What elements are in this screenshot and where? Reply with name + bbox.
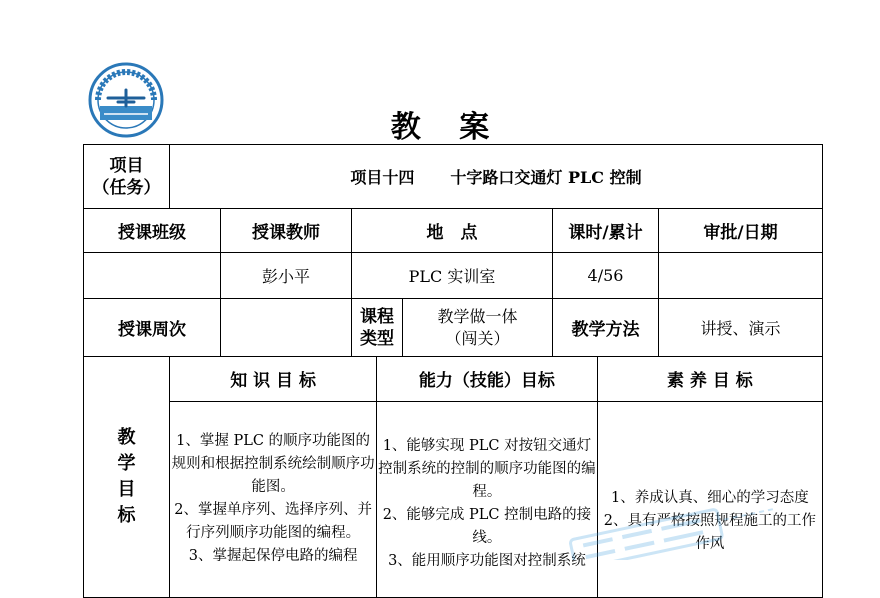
objectives-label: 教 学 目 标 <box>84 357 170 598</box>
course-type-label: 课程 类型 <box>352 299 403 357</box>
teacher-header: 授课教师 <box>221 209 352 253</box>
list-item: 2、具有严格按照规程施工的工作作风 <box>603 512 816 552</box>
list-item: 3、掌握起保停电路的编程 <box>188 548 358 565</box>
approval-header: 审批/日期 <box>659 209 823 253</box>
list-item: 1、掌握 PLC 的顺序功能图的规则和根据控制系统绘制顺序功能图。 <box>171 433 375 496</box>
teaching-method-value: 讲授、演示 <box>659 299 823 357</box>
teaching-method-label: 教学方法 <box>553 299 659 357</box>
list-item: 1、养成认真、细心的学习态度 <box>610 489 809 506</box>
week-header: 授课周次 <box>84 299 221 357</box>
ability-header: 能力（技能）目标 <box>377 357 598 401</box>
list-item: 2、掌握单序列、选择序列、并行序列顺序功能图的编程。 <box>174 502 372 542</box>
hours-value: 4/56 <box>553 253 659 299</box>
week-value <box>221 299 352 357</box>
knowledge-header: 知 识 目 标 <box>170 357 377 401</box>
watermark-icon <box>560 500 790 560</box>
list-item: 2、能够完成 PLC 控制电路的接线。 <box>382 507 592 547</box>
class-value <box>84 253 221 299</box>
ability-list <box>377 401 598 597</box>
list-item: 3、能用顺序功能图对控制系统 <box>388 553 586 570</box>
quality-header: 素 养 目 标 <box>597 357 822 401</box>
teacher-value: 彭小平 <box>221 253 352 299</box>
class-header: 授课班级 <box>84 209 221 253</box>
project-title: 项目十四 十字路口交通灯 PLC 控制 <box>170 145 823 209</box>
hours-header: 课时/累计 <box>553 209 659 253</box>
objectives-table <box>170 357 822 597</box>
place-header: 地 点 <box>352 209 553 253</box>
document-title: 教 案 <box>390 110 504 145</box>
objectives-cell <box>170 357 823 598</box>
place-value: PLC 实训室 <box>352 253 553 299</box>
approval-value <box>659 253 823 299</box>
course-type-value: 教学做一体 （闯关） <box>403 299 553 357</box>
list-item: 1、能够实现 PLC 对按钮交通灯控制系统的控制的顺序功能图的编程。 <box>378 438 596 501</box>
project-label: 项目 （任务） <box>84 145 170 209</box>
quality-list <box>597 401 822 597</box>
knowledge-list <box>170 401 377 597</box>
